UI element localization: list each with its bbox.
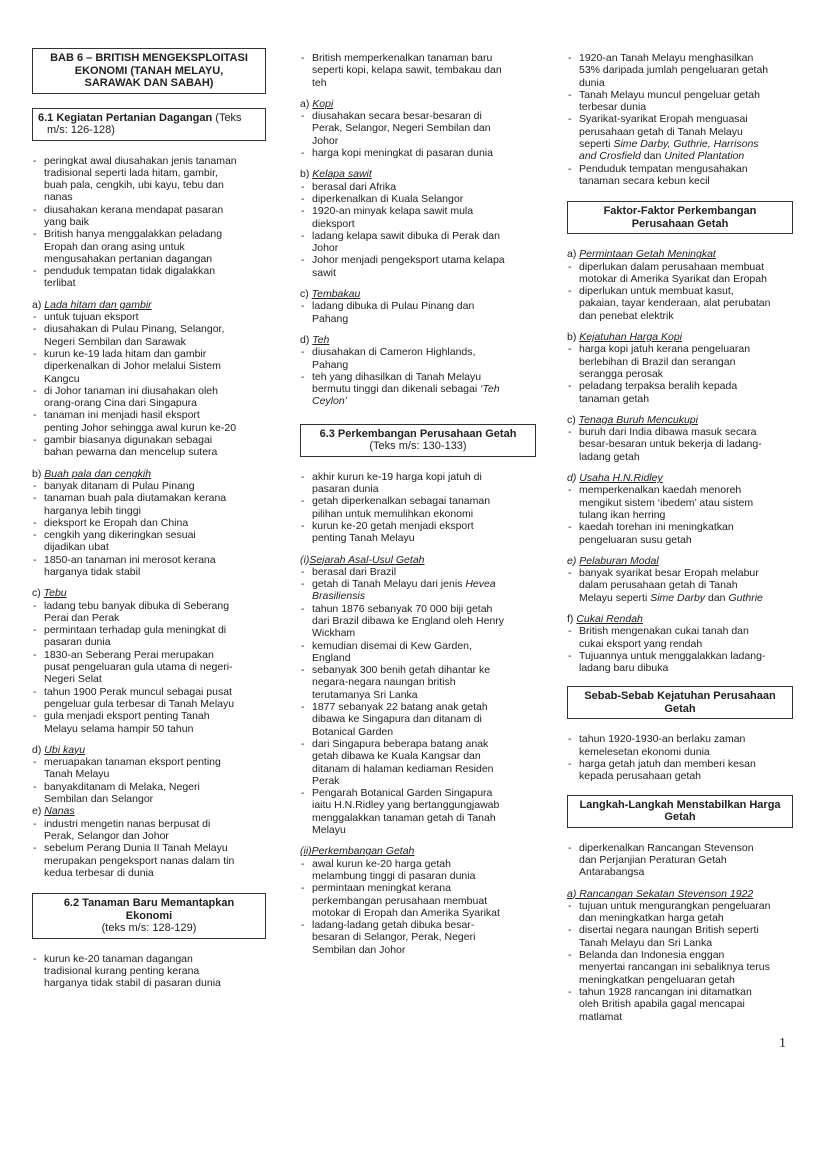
list-item: - permintaan meningkat kerana <box>300 882 536 894</box>
list-item-text: seperti <box>579 138 611 151</box>
list-item: Perai dan Perak <box>44 611 120 624</box>
list-item: - banyak ditanam di Pulau Pinang <box>32 480 266 492</box>
list-item-text: bermutu tinggi dan dikenali sebagai <box>312 383 478 396</box>
subheading-title: Tembakau <box>311 288 361 301</box>
list-item: - gula menjadi eksport penting Tanah <box>32 710 266 722</box>
list-item: orang-orang Cina dari Singapura <box>44 397 197 410</box>
list-item-text: Melayu seperti <box>579 591 648 604</box>
section-title: Perusahaan Getah <box>631 217 729 230</box>
list-item <box>300 590 536 602</box>
list-item: - ladang tebu banyak dibuka di Seberang <box>32 600 266 612</box>
list-item-italic: Hevea <box>465 578 496 591</box>
list-item: - kaedah torehan ini meningkatkan <box>567 521 793 533</box>
list-item: - getah diperkenalkan sebagai tanaman <box>300 495 536 507</box>
list-item: seperti kopi, kelapa sawit, tembakau dan <box>312 64 502 77</box>
subheading-label: c) <box>567 413 576 426</box>
list-item: - diperkenalkan di Kuala Selangor <box>300 193 536 205</box>
list-item: - Tanah Melayu muncul pengeluar getah <box>567 89 793 101</box>
list-item: tulang ikan herring <box>579 508 666 521</box>
subheading-label: d) <box>567 472 577 485</box>
column-1 <box>32 48 266 990</box>
column-3 <box>567 52 793 1023</box>
list-item: diperkenalkan di Johor melalui Sistem <box>44 360 221 373</box>
subheading-title: Kejatuhan Harga Kopi <box>579 331 683 344</box>
subheading <box>32 468 266 480</box>
subheading-title: Lada hitam dan gambir <box>44 298 152 311</box>
list-item: - industri mengetin nanas berpusat di <box>32 818 266 830</box>
list-item: pasaran dunia <box>312 483 379 496</box>
subheading-title: Nanas <box>44 805 75 818</box>
subheading-title: (ii)Perkembangan Getah <box>300 845 415 858</box>
list-item: kedua terbesar di dunia <box>44 866 154 879</box>
list-item: - Syarikat-syarikat Eropah menguasai <box>567 113 793 125</box>
list-item: Tanah Melayu dan Sri Lanka <box>579 936 713 949</box>
list-item: - 1920-an Tanah Melayu menghasilkan <box>567 52 793 64</box>
subheading-title: Sejarah Asal-Usul Getah <box>309 553 425 566</box>
subheading <box>300 334 536 346</box>
list-item-text: getah di Tanah Melayu dari jenis <box>312 578 463 591</box>
list-item: buah pala, cengkih, ubi kayu, tebu dan <box>44 179 224 192</box>
list-item: - tujuan untuk mengurangkan pengeluaran <box>567 900 793 912</box>
list-item-italic: ‘Teh <box>480 383 500 396</box>
list-item: menyertai rancangan ini sebaliknya terus <box>579 961 770 974</box>
section-ref: (Teks <box>215 111 242 124</box>
list-item: - harga getah jatuh dan memberi kesan <box>567 758 793 770</box>
list-item: - harga kopi meningkat di pasaran dunia <box>300 147 536 159</box>
list-item: penting Tanah Melayu <box>312 532 415 545</box>
list-item: - diusahakan kerana mendapat pasaran <box>32 204 266 216</box>
list-item: - ladang-ladang getah dibuka besar- <box>300 919 536 931</box>
subheading-title: Cukai Rendah <box>576 612 643 625</box>
list-item: - akhir kurun ke-19 harga kopi jatuh di <box>300 471 536 483</box>
section-title: Faktor-Faktor Perkembangan <box>603 205 757 218</box>
list-item: perkembangan perusahaan membuat <box>312 894 488 907</box>
list-item: terutamanya Sri Lanka <box>312 688 418 701</box>
list-item: - disertai negara naungan British seperti <box>567 924 793 936</box>
list-item: cukai eksport yang rendah <box>579 637 703 650</box>
list-item: dari Brazil dibawa ke England oleh Henry <box>312 614 505 627</box>
list-item: pengeluar gula terbesar di Tanah Melayu <box>44 697 235 710</box>
subheading <box>32 805 266 817</box>
list-item: Pahang <box>312 312 349 325</box>
list-item: - banyak syarikat besar Eropah melabur <box>567 567 793 579</box>
subheading-title: Tenaga Buruh Mencukupi <box>578 413 698 426</box>
subheading-title: Usaha H.N.Ridley <box>579 472 663 485</box>
list-item: nanas <box>44 191 73 204</box>
list-item: ladang baru dibuka <box>579 662 669 675</box>
list-item-text: dan <box>707 591 726 604</box>
subheading <box>567 555 793 567</box>
list-item <box>567 150 793 162</box>
list-item: matlamat <box>579 1010 623 1023</box>
subheading-title: Teh <box>312 333 330 346</box>
list-item: iaitu H.N.Ridley yang bertanggungjawab <box>312 799 500 812</box>
section-title: Getah <box>664 811 696 824</box>
list-item: Pahang <box>312 358 349 371</box>
subheading-label: b) <box>567 331 577 344</box>
list-item: penting Johor sehingga awal kurun ke-20 <box>44 421 237 434</box>
subheading <box>300 288 536 300</box>
list-item: - British mengenakan cukai tanah dan <box>567 625 793 637</box>
subheading <box>300 845 536 857</box>
list-item: Johor <box>312 134 339 147</box>
list-item: besar-besaran untuk bekerja di ladang- <box>579 438 762 451</box>
subheading-title: Permintaan Getah Meningkat <box>579 248 716 261</box>
list-item: - penduduk tempatan tidak digalakkan <box>32 265 266 277</box>
list-item: mengikut sistem ‘ibedem’ atau sistem <box>579 496 754 509</box>
list-item-italic: Guthrie <box>728 591 763 604</box>
section-6-2-box <box>32 893 266 939</box>
subheading-title: Kelapa sawit <box>312 168 372 181</box>
list-item: Sembilan dan Selangor <box>44 793 154 806</box>
list-item: - Johor menjadi pengeksport utama kelapa <box>300 254 536 266</box>
list-item: kepada perusahaan getah <box>579 770 702 783</box>
langkah-box <box>567 795 793 828</box>
section-title: 6.3 Perkembangan Perusahaan Getah <box>319 427 517 440</box>
list-item: - kurun ke-19 lada hitam dan gambir <box>32 348 266 360</box>
list-item: - dieksport ke Eropah dan China <box>32 517 266 529</box>
intro-list <box>32 155 266 290</box>
list-item: 53% daripada jumlah pengeluaran getah <box>579 64 769 77</box>
subheading-label: f) <box>567 612 574 625</box>
list-item: ditanam di halaman kediaman Residen <box>312 762 494 775</box>
list-item: - ladang dibuka di Pulau Pinang dan <box>300 300 536 312</box>
list-item: - peringkat awal diusahakan jenis tanaman <box>32 155 266 167</box>
list-item: - awal kurun ke-20 harga getah <box>300 858 536 870</box>
list-item: teh <box>312 76 327 89</box>
list-item: menggalakkan tanaman getah di Tanah <box>312 811 496 824</box>
list-item: - cengkih yang dikeringkan sesuai <box>32 529 266 541</box>
list-item: - 1830-an Seberang Perai merupakan <box>32 649 266 661</box>
list-item: dan penebat elektrik <box>579 309 674 322</box>
list-item-italic: Sime Darby, Guthrie, Harrisons <box>613 138 759 151</box>
subheading <box>567 888 793 900</box>
list-item: Negeri Selat <box>44 673 102 686</box>
subheading <box>567 248 793 260</box>
list-item: ladang getah <box>579 450 640 463</box>
list-item: Wickham <box>312 627 356 640</box>
subheading-label: a) <box>567 248 577 261</box>
chapter-title-box <box>32 48 266 94</box>
list-item: - buruh dari India dibawa masuk secara <box>567 426 793 438</box>
list-item-italic: United Plantation <box>664 150 745 163</box>
list-item: Tanah Melayu <box>44 768 110 781</box>
list-item: getah dibawa ke Kuala Kangsar dan <box>312 750 481 763</box>
list-item: - sebanyak 300 benih getah dihantar ke <box>300 664 536 676</box>
subheading <box>300 168 536 180</box>
list-item: tradisional kurang penting kerana <box>44 964 200 977</box>
list-item: dieksport <box>312 217 355 230</box>
section-title: 6.2 Tanaman Baru Memantapkan <box>63 897 235 910</box>
section-ref: (Teks m/s: 130-133) <box>369 440 467 453</box>
list-item: sawit <box>312 266 336 279</box>
section-title: Langkah-Langkah Menstabilkan Harga <box>579 798 781 811</box>
list-item: - tahun 1920-1930-an berlaku zaman <box>567 733 793 745</box>
list-item: negara-negara naungan british <box>312 676 456 689</box>
list-item: tradisional seperti lada hitam, gambir, <box>44 166 218 179</box>
list-item: - British hanya menggalakkan peladang <box>32 228 266 240</box>
list-item: - 1920-an minyak kelapa sawit mula <box>300 205 536 217</box>
subheading <box>567 414 793 426</box>
section-title: Getah <box>664 702 696 715</box>
list-item: Perak <box>312 774 340 787</box>
subheading <box>300 98 536 110</box>
list-item-italic: Sime Darby <box>650 591 706 604</box>
list-item: - tanaman buah pala diutamakan kerana <box>32 492 266 504</box>
list-item: - kemudian disemai di Kew Garden, <box>300 640 536 652</box>
list-item: - Pengarah Botanical Garden Singapura <box>300 787 536 799</box>
section-6-3-box <box>300 424 536 457</box>
subheading <box>567 472 793 484</box>
list-item: tanaman secara kebun kecil <box>579 174 710 187</box>
chapter-title-line: EKONOMI (TANAH MELAYU, <box>74 64 224 77</box>
list-item: - diperlukan untuk membuat kasut, <box>567 285 793 297</box>
list-item: dunia <box>579 76 605 89</box>
list-item: merupakan pengeksport nanas dalam tin <box>44 854 235 867</box>
list-item: bahan pewarna dan mencelup sutera <box>44 446 218 459</box>
list-item: - berasal dari Brazil <box>300 566 536 578</box>
list-item: - untuk tujuan eksport <box>32 311 266 323</box>
subheading-title: Pelaburan Modal <box>579 554 659 567</box>
subheading <box>300 554 536 566</box>
list-item: - diusahakan di Pulau Pinang, Selangor, <box>32 323 266 335</box>
list-item: - diperlukan dalam perusahaan membuat <box>567 261 793 273</box>
subheading-title: Kopi <box>312 97 334 110</box>
list-item: - tahun 1928 rancangan ini ditamatkan <box>567 986 793 998</box>
list-item <box>567 138 793 150</box>
subheading-label: c) <box>32 587 41 600</box>
subheading-label: a) <box>32 298 42 311</box>
list-item: oleh British apabila gagal mencapai <box>579 998 745 1011</box>
column-2 <box>300 52 536 956</box>
list-item: yang baik <box>44 215 89 228</box>
subheading-label: e) <box>32 805 42 818</box>
list-item: meningkatkan pengeluaran getah <box>579 973 735 986</box>
subheading-label: d) <box>300 333 310 346</box>
list-item: terlibat <box>44 277 76 290</box>
subheading-label: b) <box>32 467 42 480</box>
list-item: - ladang kelapa sawit dibuka di Perak dan <box>300 230 536 242</box>
list-item: harganya lebih tinggi <box>44 504 141 517</box>
list-item: - tahun 1876 sebanyak 70 000 biji getah <box>300 603 536 615</box>
list-item: - 1850-an tanaman ini merosot kerana <box>32 554 266 566</box>
list-item: terbesar dunia <box>579 101 647 114</box>
section-title: Sebab-Sebab Kejatuhan Perusahaan <box>584 690 776 703</box>
list-item: - sebelum Perang Dunia II Tanah Melayu <box>32 842 266 854</box>
list-item: - meruapakan tanaman eksport penting <box>32 756 266 768</box>
subheading-label: (i) <box>300 553 310 566</box>
subheading-label: e) <box>567 554 577 567</box>
list-item <box>300 395 536 407</box>
list-item: Perak, Selangor dan Johor <box>44 829 169 842</box>
list-item: berlebihan di Brazil dan serangan <box>579 355 736 368</box>
list-item: Negeri Sembilan dan Sarawak <box>44 335 186 348</box>
subheading-title: a) Rancangan Sekatan Stevenson 1922 <box>567 887 754 900</box>
list-item: dan Perjanjian Peraturan Getah <box>579 853 727 866</box>
list-item: - diperkenalkan Rancangan Stevenson <box>567 842 793 854</box>
list-item: pasaran dunia <box>44 636 111 649</box>
list-item: tanaman getah <box>579 392 650 405</box>
list-item: kemelesetan ekonomi dunia <box>579 745 710 758</box>
list-item: - diusahakan di Cameron Highlands, <box>300 346 536 358</box>
list-item: melambung tinggi di pasaran dunia <box>312 869 476 882</box>
list-item: perusahaan getah di Tanah Melayu <box>579 125 743 138</box>
list-item: - kurun ke-20 tanaman dagangan <box>32 953 266 965</box>
subheading <box>32 587 266 599</box>
list-item <box>567 592 793 604</box>
subheading-label: c) <box>300 288 309 301</box>
list-item-italic: Brasiliensis <box>312 590 366 603</box>
list-item: dalam perusahaan getah di Tanah <box>579 579 738 592</box>
list-item: - memperkenalkan kaedah menoreh <box>567 484 793 496</box>
list-item: - gambir biasanya digunakan sebagai <box>32 434 266 446</box>
list-item: Eropah dan orang asing untuk <box>44 240 185 253</box>
list-item: Melayu <box>312 824 346 837</box>
subheading-title: Ubi kayu <box>44 743 86 756</box>
list-item: Sembilan dan Johor <box>312 943 406 956</box>
list-item-italic: and Crosfield <box>579 150 641 163</box>
chapter-title-line: BAB 6 – BRITISH MENGEKSPLOITASI <box>50 52 248 64</box>
list-item: Antarabangsa <box>579 866 645 879</box>
subheading-title: Buah pala dan cengkih <box>44 467 152 480</box>
section-title: Ekonomi <box>125 909 173 922</box>
list-item: - berasal dari Afrika <box>300 181 536 193</box>
list-item: harganya tidak stabil di pasaran dunia <box>44 977 221 990</box>
subheading <box>32 299 266 311</box>
subheading-label: d) <box>32 743 42 756</box>
list-item-text: dan <box>643 150 662 163</box>
faktor-box <box>567 201 793 234</box>
list-item: Johor <box>312 242 339 255</box>
list-item: serangga perosak <box>579 367 664 380</box>
list-item: harganya tidak stabil <box>44 566 141 578</box>
list-item: - tahun 1900 Perak muncul sebagai pusat <box>32 686 266 698</box>
list-item: - permintaan terhadap gula meningkat di <box>32 624 266 636</box>
list-item <box>300 383 536 395</box>
list-item: - harga kopi jatuh kerana pengeluaran <box>567 343 793 355</box>
section-title: 6.1 Kegiatan Pertanian Dagangan <box>38 111 213 124</box>
list-item: - Penduduk tempatan mengusahakan <box>567 163 793 175</box>
list-item: Perak, Selangor, Negeri Sembilan dan <box>312 122 491 135</box>
list-item: - tanaman ini menjadi hasil eksport <box>32 409 266 421</box>
chapter-title-line: SARAWAK DAN SABAH) <box>84 77 214 89</box>
list-item: - teh yang dihasilkan di Tanah Melayu <box>300 371 536 383</box>
subheading <box>567 331 793 343</box>
list-item: - banyakditanam di Melaka, Negeri <box>32 781 266 793</box>
list-item: pilihan untuk memulihkan ekonomi <box>312 507 474 520</box>
subheading-title: Tebu <box>43 587 67 600</box>
list-item: pengeluaran susu getah <box>579 533 692 546</box>
list-item: - Tujuannya untuk menggalakkan ladang- <box>567 650 793 662</box>
subheading-label: a) <box>300 97 310 110</box>
section-ref: (teks m/s: 128-129) <box>101 922 197 935</box>
list-item: England <box>312 651 351 664</box>
section-6-1-box <box>32 108 266 141</box>
list-item-italic: Ceylon’ <box>312 395 348 408</box>
subheading <box>567 613 793 625</box>
list-item: - peladang terpaksa beralih kepada <box>567 380 793 392</box>
section-ref: m/s: 126-128) <box>47 124 115 136</box>
list-item: - 1877 sebanyak 22 batang anak getah <box>300 701 536 713</box>
list-item: dijadikan ubat <box>44 541 109 554</box>
kejatuhan-box <box>567 686 793 719</box>
list-item: mengusahakan pertanian dagangan <box>44 252 213 265</box>
page-number: 1 <box>779 1036 786 1051</box>
list-item <box>300 578 536 590</box>
list-item: - diusahakan secara besar-besaran di <box>300 110 536 122</box>
list-item: besaran di Selangor, Perak, Negeri <box>312 931 476 944</box>
subheading <box>32 744 266 756</box>
list-item: pusat pengeluaran gula utama di negeri- <box>44 661 233 674</box>
list-item: dibawa ke Singapura dan ditanam di <box>312 713 482 726</box>
list-item: - British memperkenalkan tanaman baru <box>300 52 536 64</box>
list-item: - dari Singapura beberapa batang anak <box>300 738 536 750</box>
list-item: - Belanda dan Indonesia enggan <box>567 949 793 961</box>
list-item: pakaian, tayar kenderaan, alat perubatan <box>579 297 771 310</box>
list-item: - kurun ke-20 getah menjadi eksport <box>300 520 536 532</box>
subheading-label: b) <box>300 168 310 181</box>
list-item: motokar di Amerika Syarikat dan Eropah <box>579 272 767 285</box>
list-item: Kangcu <box>44 372 80 385</box>
list-item: Melayu selama hampir 50 tahun <box>44 722 194 735</box>
list-item: Botanical Garden <box>312 725 394 738</box>
list-item: - di Johor tanaman ini diusahakan oleh <box>32 385 266 397</box>
list-item: motokar di Eropah dan Amerika Syarikat <box>312 906 500 919</box>
list-item: dan meningkatkan harga getah <box>579 912 724 925</box>
